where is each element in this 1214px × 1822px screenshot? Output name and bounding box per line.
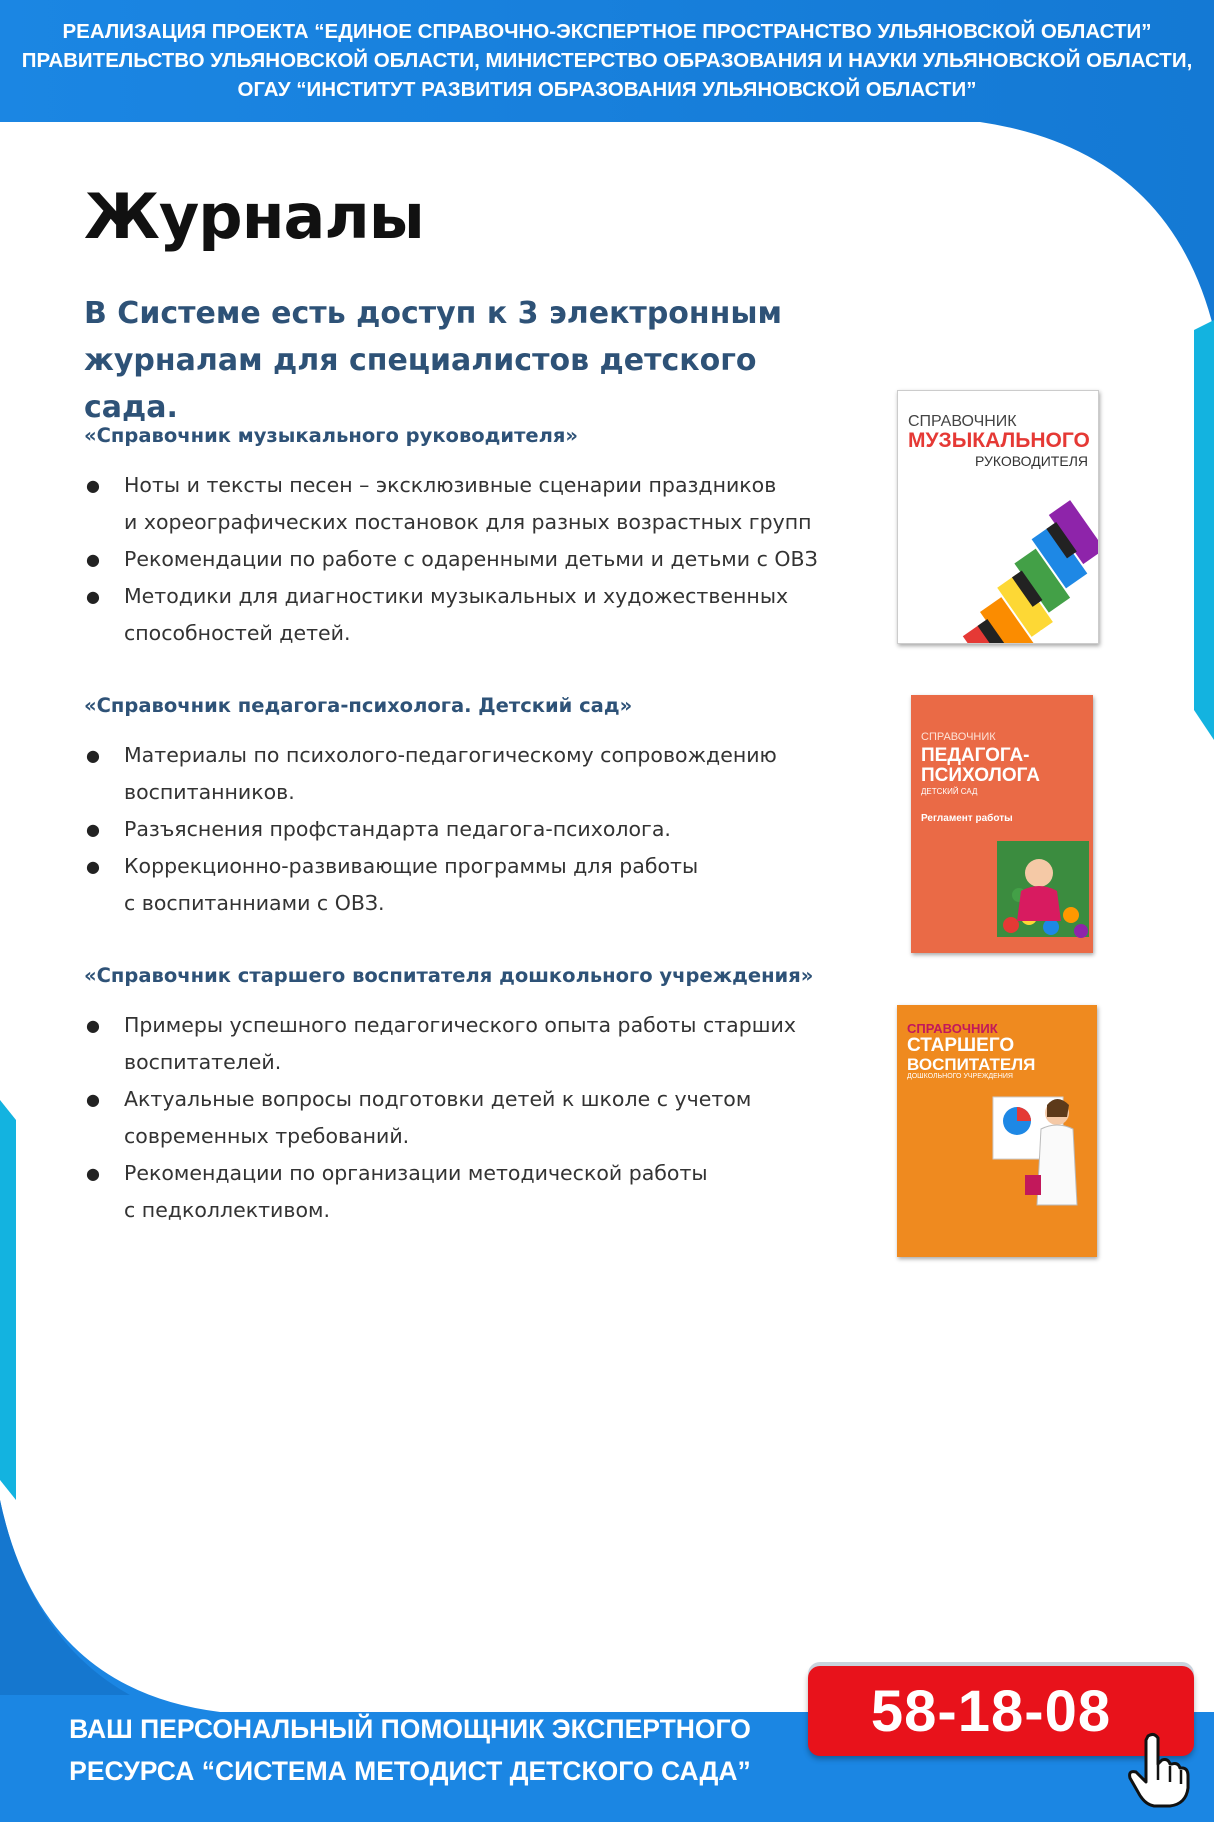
cover-title-line: ДЕТСКИЙ САД (921, 787, 978, 796)
bullet-icon: ● (86, 587, 100, 606)
list-item: ● Коррекционно-развивающие программы для работы с воспитанниами с ОВЗ. (84, 848, 844, 922)
section-music (84, 424, 844, 652)
cover-title-line: ВОСПИТАТЕЛЯ (907, 1055, 1036, 1074)
cover-music-journal (897, 390, 1099, 644)
list-item: ● Актуальные вопросы подготовки детей к школе с учетом современных требований. (84, 1081, 844, 1155)
bullet-icon: ● (86, 1016, 100, 1035)
child-ball-pit-image (911, 695, 1093, 953)
list-item: ● Ноты и тексты песен – эксклюзивные сценарии праздников и хореографических постановок для разных возрастных групп (84, 467, 844, 541)
header-line-2: ПРАВИТЕЛЬСТВО УЛЬЯНОВСКОЙ ОБЛАСТИ, МИНИСТЕРСТВО ОБРАЗОВАНИЯ И НАУКИ УЛЬЯНОВСКОЙ ОБЛАСТИ, (21, 48, 1193, 72)
footer-text (30, 1708, 790, 1792)
list-item: ● Материалы по психолого-педагогическому сопровождению воспитанников. (84, 737, 844, 811)
cover-title-line: СПРАВОЧНИК (908, 413, 1017, 430)
subtitle-line-2: журналам для специалистов детского сада. (84, 343, 757, 425)
phone-number: 58-18-08 (870, 1678, 1112, 1744)
cover-title-line: МУЗЫКАЛЬНОГО (908, 429, 1090, 452)
bullet-icon: ● (86, 746, 100, 765)
cover-senior-teacher-journal (897, 1005, 1097, 1257)
footer-line-1: ВАШ ПЕРСОНАЛЬНЫЙ ПОМОЩНИК ЭКСПЕРТНОГО (69, 1714, 751, 1744)
cover-title-line: СПРАВОЧНИК (907, 1021, 998, 1036)
footer-line-2: РЕСУРСА “СИСТЕМА МЕТОДИСТ ДЕТСКОГО САДА” (69, 1756, 751, 1786)
bullet-list (84, 467, 844, 652)
bullet-list (84, 1007, 844, 1229)
bullet-icon: ● (86, 476, 100, 495)
section-psychologist (84, 694, 844, 922)
pointer-hand-icon (1124, 1730, 1194, 1810)
bullet-icon: ● (86, 820, 100, 839)
section-title: «Справочник музыкального руководителя» (84, 424, 579, 447)
cover-subtitle: Регламент работы (921, 813, 1013, 824)
bullet-icon: ● (86, 1164, 100, 1183)
cover-title-line: РУКОВОДИТЕЛЯ (975, 453, 1088, 469)
header-line-1: РЕАЛИЗАЦИЯ ПРОЕКТА “ЕДИНОЕ СПРАВОЧНО-ЭКСПЕРТНОЕ ПРОСТРАНСТВО УЛЬЯНОВСКОЙ ОБЛАСТИ” (62, 19, 1152, 43)
cover-url: e.muz-ruk.ru (1039, 627, 1090, 637)
cover-title-line: ПСИХОЛОГА (921, 765, 1040, 786)
teacher-illustration (897, 1005, 1097, 1257)
page-title: Журналы (84, 180, 424, 253)
bullet-icon: ● (86, 857, 100, 876)
cover-title-line: СТАРШЕГО (907, 1035, 1015, 1056)
bullet-icon: ● (86, 550, 100, 569)
header-banner (0, 0, 1214, 120)
list-item: ● Примеры успешного педагогического опыта работы старших воспитателей. (84, 1007, 844, 1081)
list-item: ● Методики для диагностики музыкальных и художественных способностей детей. (84, 578, 844, 652)
bullet-icon: ● (86, 1090, 100, 1109)
list-item: ● Разъяснения профстандарта педагога-психолога. (84, 811, 844, 848)
list-item: ● Рекомендации по организации методической работы с педколлективом. (84, 1155, 844, 1229)
cover-title-line: ПЕДАГОГА- (921, 745, 1030, 766)
subtitle-line-1: В Системе есть доступ к 3 электронным (84, 296, 783, 331)
list-item: ● Рекомендации по работе с одаренными детьми и детьми с ОВЗ (84, 541, 844, 578)
cover-title-line: СПРАВОЧНИК (921, 731, 996, 743)
section-title: «Справочник старшего воспитателя дошкольного учреждения» (84, 964, 814, 987)
cover-title-line: ДОШКОЛЬНОГО УЧРЕЖДЕНИЯ (907, 1073, 1013, 1080)
section-title: «Справочник педагога-психолога. Детский сад» (84, 694, 633, 717)
section-senior-teacher (84, 964, 844, 1229)
page-subtitle (84, 290, 844, 431)
bullet-list (84, 737, 844, 922)
header-line-3: ОГАУ “ИНСТИТУТ РАЗВИТИЯ ОБРАЗОВАНИЯ УЛЬЯНОВСКОЙ ОБЛАСТИ” (237, 77, 977, 101)
cover-psychologist-journal (911, 695, 1093, 953)
